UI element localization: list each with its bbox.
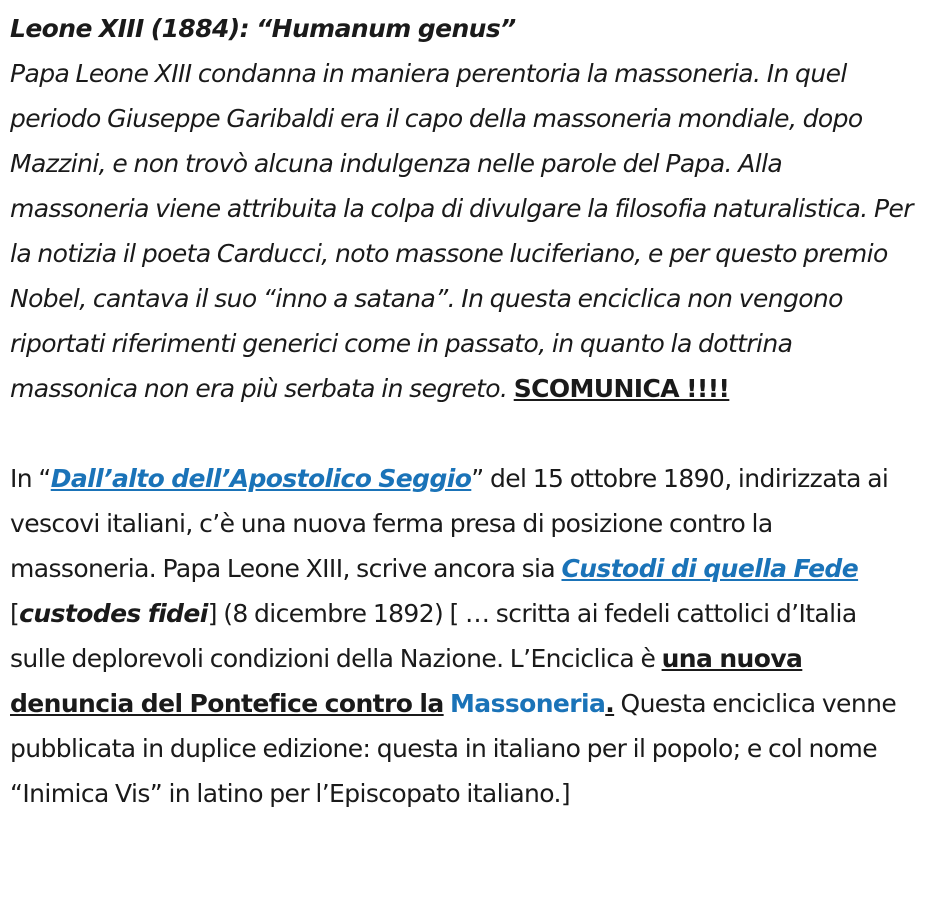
link-massoneria[interactable]: Massoneria (450, 689, 606, 718)
body-text-2: ] (8 dicembre 1892) [ … scritta ai fedeli cattolici d’Italia sulle deplorevoli condizioni della Nazione. L’Enciclica è (10, 599, 857, 673)
body-text-3: Questa enciclica venne pubblicata in duplice edizione: questa in italiano per il popolo; e col nome “Inimica Vis” in latino per l’Episcopato italiano.] (10, 689, 897, 808)
section-heading: Leone XIII (1884): “Humanum genus” (10, 14, 516, 43)
period: . (605, 689, 615, 718)
paragraph-spacer (10, 411, 915, 456)
body-text-1: ” del 15 ottobre 1890, indirizzata ai vescovi italiani, c’è una nuova ferma presa di posizione contro la massoneria. Papa Leone XIII, scrive ancora sia (10, 464, 889, 583)
paragraph-humanum-genus (10, 6, 915, 411)
latin-title: custodes fidei (19, 599, 208, 628)
bracket-open: [ (10, 599, 20, 628)
intro-text: In “ (10, 464, 51, 493)
paragraph-encyclicals (10, 456, 915, 816)
denuncia-text: una nuova denuncia del Pontefice contro la (10, 644, 803, 718)
link-dall-alto-apostolico-seggio[interactable]: Dall’alto dell’Apostolico Seggio (50, 464, 472, 493)
excommunication-label: SCOMUNICA !!!! (513, 374, 730, 403)
paragraph-body: Papa Leone XIII condanna in maniera perentoria la massoneria. In quel periodo Giuseppe Garibaldi era il capo della massoneria mondiale, dopo Mazzini, e non trovò alcuna indulgenza nelle parole del Papa. Alla massoneria viene attribuita la colpa di divulgare la filosofia naturalistica. Per la notizia il poeta Carducci, noto massone luciferiano, e per questo premio Nobel, cantava il suo “inno a satana”. In questa enciclica non vengono riportati riferimenti generici come in passato, in quanto la dottrina massonica non era più serbata in segreto. (10, 59, 913, 403)
article-content (10, 6, 915, 816)
link-custodi-di-quella-fede[interactable]: Custodi di quella Fede (561, 554, 859, 583)
